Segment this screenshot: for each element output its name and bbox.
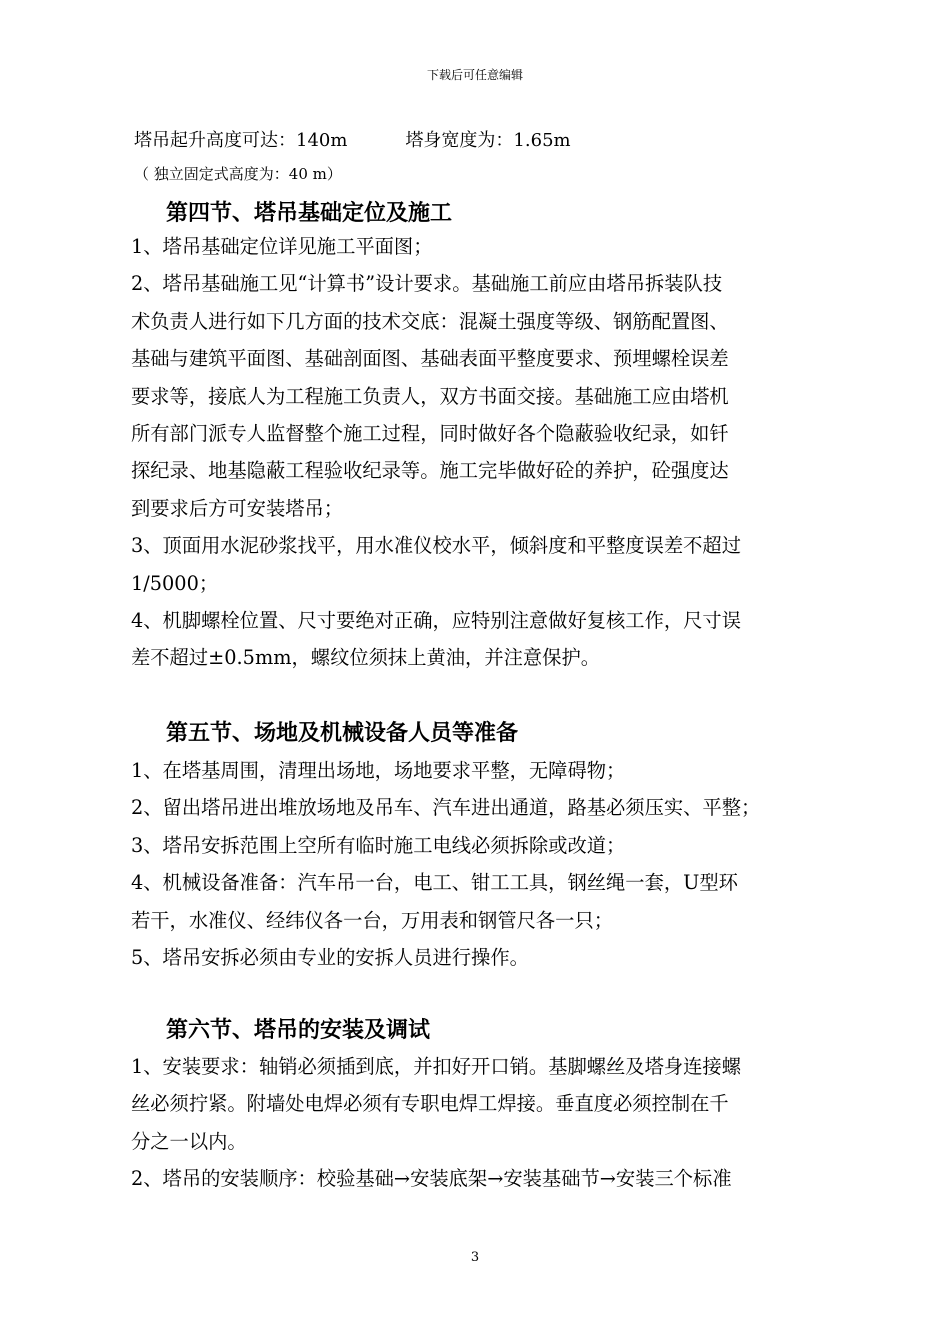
paragraph-line: 分之一以内。: [131, 1129, 247, 1153]
paragraph-line: 2、塔吊的安装顺序：校验基础→安装底架→安装基础节→安装三个标准: [131, 1167, 732, 1191]
section-6-body: [131, 1048, 843, 1198]
tower-specs: [134, 126, 571, 152]
paragraph-line: 1、塔吊基础定位详见施工平面图；: [131, 235, 433, 258]
paragraph-line: 3、塔吊安拆范围上空所有临时施工电线必须拆除或改道；: [131, 833, 626, 857]
page-number: 3: [470, 1250, 480, 1265]
paragraph-line: 差不超过±0.5mm，螺纹位须抹上黄油，并注意保护。: [131, 646, 601, 670]
paragraph-line: 到要求后方可安装塔吊；: [131, 496, 344, 520]
section-6-title: 第六节、塔吊的安装及调试: [166, 1018, 431, 1043]
paragraph-line: 基础与建筑平面图、基础剖面图、基础表面平整度要求、预埋螺栓误差: [131, 347, 729, 371]
paragraph-line: 2、留出塔吊进出堆放场地及吊车、汽车进出通道，路基必须压实、平整；: [131, 796, 761, 820]
paragraph-line: 探纪录、地基隐蔽工程验收纪录等。施工完毕做好砼的养护，砼强度达: [131, 459, 729, 483]
paragraph-line: 所有部门派专人监督整个施工过程，同时做好各个隐蔽验收纪录，如钎: [131, 422, 729, 446]
paragraph-line: 1、在塔基周围，清理出场地，场地要求平整，无障碍物；: [131, 759, 626, 782]
paragraph-line: 术负责人进行如下几方面的技术交底：混凝土强度等级、钢筋配置图、: [131, 309, 729, 333]
paragraph-line: 1、安装要求：轴销必须插到底，并扣好开口销。基脚螺丝及塔身连接螺: [131, 1055, 741, 1078]
section-4-body: [131, 228, 843, 677]
page-header: 下载后可任意编辑: [426, 68, 523, 82]
paragraph-line: 1/5000；: [131, 571, 219, 595]
section-5-body: [131, 752, 843, 976]
paragraph-line: 2、塔吊基础施工见“计算书”设计要求。基础施工前应由塔吊拆装队技: [131, 272, 723, 296]
paragraph-line: 要求等，接底人为工程施工负责人，双方书面交接。基础施工应由塔机: [131, 384, 729, 408]
paragraph-line: 4、机脚螺栓位置、尺寸要绝对正确，应特别注意做好复核工作，尺寸误: [131, 609, 741, 633]
lift-height-text: 塔吊起升高度可达：140m: [134, 130, 348, 151]
paragraph-line: 4、机械设备准备：汽车吊一台，电工、钳工工具，钢丝绳一套，U型环: [131, 871, 738, 895]
paragraph-line: 丝必须拧紧。附墙处电焊必须有专职电焊工焊接。垂直度必须控制在千: [131, 1092, 729, 1116]
tower-width-text: 塔身宽度为：1.65m: [405, 130, 571, 151]
paragraph-line: 3、顶面用水泥砂浆找平，用水准仪校水平，倾斜度和平整度误差不超过: [131, 534, 741, 558]
paragraph-line: 若干，水准仪、经纬仪各一台，万用表和钢管尺各一只；: [131, 908, 614, 932]
paragraph-line: 5、塔吊安拆必须由专业的安拆人员进行操作。: [131, 946, 529, 970]
section-5-title: 第五节、场地及机械设备人员等准备: [166, 721, 519, 746]
standalone-height-note: （ 独立固定式高度为：40 m）: [134, 165, 342, 183]
section-4-title: 第四节、塔吊基础定位及施工: [166, 201, 453, 226]
